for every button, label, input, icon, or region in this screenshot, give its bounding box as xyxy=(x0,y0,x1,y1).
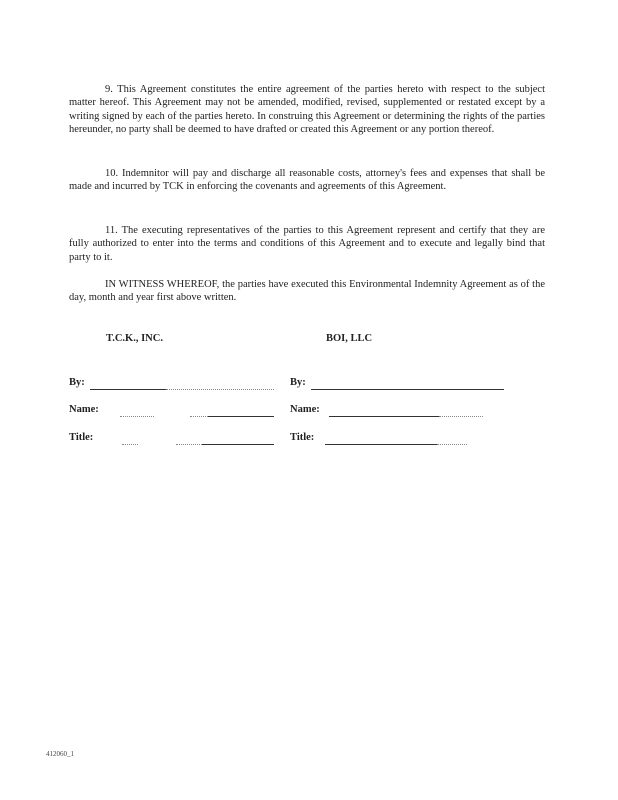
document-id: 412060_1 xyxy=(46,750,74,758)
left-name-line[interactable] xyxy=(208,416,274,417)
left-party-name: T.C.K., INC. xyxy=(106,333,163,344)
right-by-line[interactable] xyxy=(311,389,504,390)
right-name-label: Name: xyxy=(290,404,320,415)
right-title-line[interactable] xyxy=(325,444,437,445)
left-by-label: By: xyxy=(69,377,85,388)
right-title-line-dotted xyxy=(437,444,467,445)
paragraph-11-text: 11. The executing representatives of the parties to this Agreement represent and certify that they are fully authorized to enter into the terms and conditions of this Agreement and to execute and legally bind that party to it. xyxy=(69,225,545,263)
left-by-line[interactable] xyxy=(90,389,166,390)
left-name-line-dotted-2 xyxy=(190,416,208,417)
left-name-line-dotted xyxy=(120,416,154,417)
witness-text: IN WITNESS WHEREOF, the parties have executed this Environmental Indemnity Agreement as of the day, month and year first above written. xyxy=(69,279,545,304)
right-title-label: Title: xyxy=(290,432,315,443)
paragraph-10-text: 10. Indemnitor will pay and discharge all reasonable costs, attorney's fees and expenses that shall be made and incurred by TCK in enforcing the covenants and agreements of this Agreement. xyxy=(69,168,545,193)
paragraph-10 xyxy=(69,167,545,194)
left-name-label: Name: xyxy=(69,404,99,415)
left-by-line-dotted xyxy=(166,389,274,390)
left-title-label: Title: xyxy=(69,432,94,443)
paragraph-11 xyxy=(69,224,545,264)
paragraph-9 xyxy=(69,83,545,136)
right-by-label: By: xyxy=(290,377,306,388)
right-party-name: BOI, LLC xyxy=(326,333,373,344)
left-title-line-dotted-2 xyxy=(176,444,202,445)
right-name-line-dotted xyxy=(439,416,483,417)
left-title-line-dotted xyxy=(122,444,138,445)
witness-paragraph xyxy=(69,278,545,305)
paragraph-9-text: 9. This Agreement constitutes the entire agreement of the parties hereto with respect to the subject matter hereof. This Agreement may not be amended, modified, revised, supplemented or restated except by a writing signed by each of the parties hereto. In construing this Agreement or determining the rights of the parties hereunder, no party shall be deemed to have drafted or created this Agreement or any portion thereof. xyxy=(69,84,545,135)
left-title-line[interactable] xyxy=(202,444,274,445)
right-name-line[interactable] xyxy=(329,416,439,417)
